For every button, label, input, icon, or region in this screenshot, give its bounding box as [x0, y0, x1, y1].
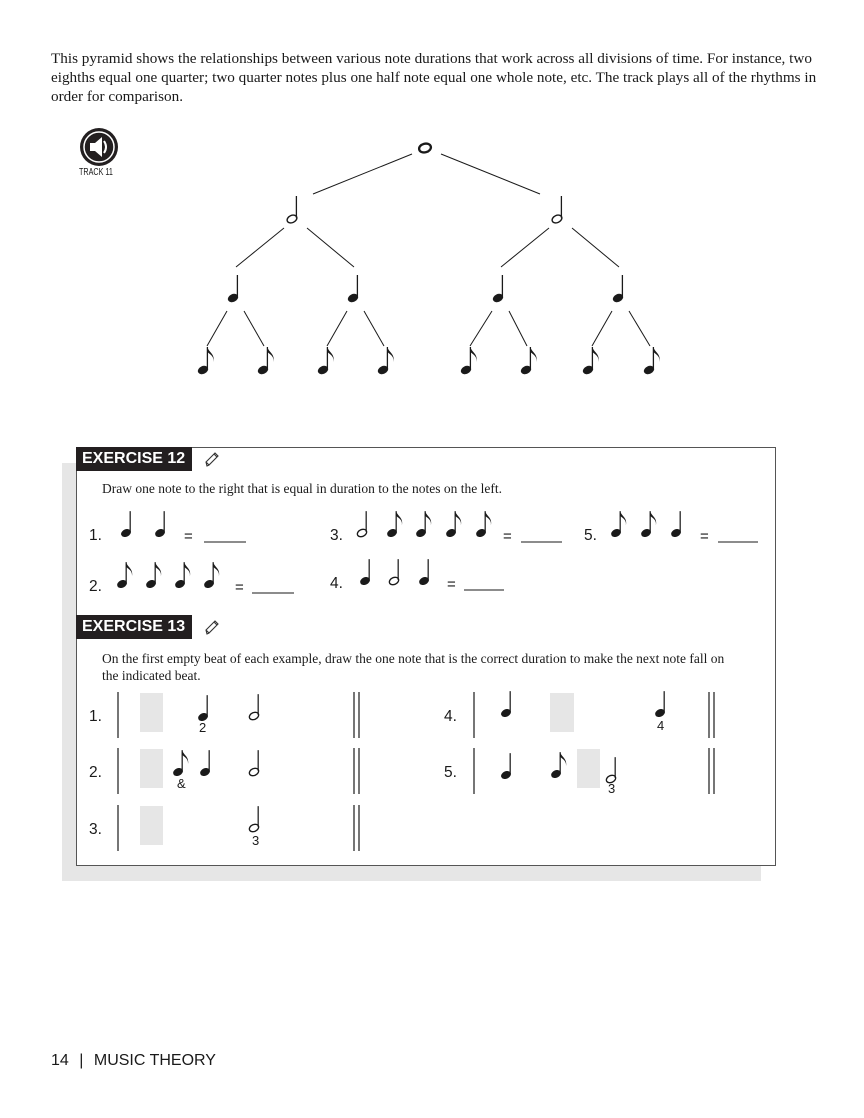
exercise-12-title: EXERCISE 12	[76, 447, 192, 471]
item-number: 1.	[89, 527, 102, 544]
item-number: 3.	[89, 821, 102, 838]
item-number: 4.	[444, 708, 457, 725]
eighth-note	[172, 750, 188, 777]
equals-sign: =	[447, 576, 456, 593]
eighth-note	[550, 752, 566, 779]
quarter-note	[654, 691, 666, 718]
empty-beat-box[interactable]	[550, 693, 574, 732]
exercise-13-instruction: On the first empty beat of each example, draw the one note that is the correct duration to make the next note fall on the indicated beat.	[102, 651, 725, 683]
beat-label: &	[177, 776, 186, 791]
page-number: 14	[51, 1052, 69, 1069]
book-title: MUSIC THEORY	[93, 1052, 216, 1069]
half-note	[248, 694, 260, 721]
quarter-note	[500, 691, 512, 718]
exercise-13-item	[89, 805, 359, 851]
quarter-note	[500, 753, 512, 780]
equals-sign: =	[184, 528, 193, 545]
item-number: 4.	[330, 575, 343, 592]
exercise-13-title: EXERCISE 13	[76, 615, 192, 639]
half-note	[248, 806, 260, 833]
half-note	[248, 750, 260, 777]
empty-beat-box[interactable]	[140, 749, 163, 788]
empty-beat-box[interactable]	[577, 749, 600, 788]
item-number: 2.	[89, 764, 102, 781]
quarter-note	[199, 750, 211, 777]
equals-sign: =	[503, 528, 512, 545]
equals-sign: =	[700, 528, 709, 545]
exercise-13-item	[89, 748, 359, 794]
item-number: 3.	[330, 527, 343, 544]
item-number: 2.	[89, 578, 102, 595]
beat-label: 3	[608, 781, 616, 796]
page-footer	[51, 1052, 216, 1070]
empty-beat-box[interactable]	[140, 806, 163, 845]
track-label: TRACK 11	[79, 167, 113, 178]
exercise-13-item	[89, 692, 359, 738]
exercise-12-instruction: Draw one note to the right that is equal in duration to the notes on the left.	[102, 481, 503, 496]
item-number: 5.	[584, 527, 597, 544]
empty-beat-box[interactable]	[140, 693, 163, 732]
exercise-13-item	[444, 691, 714, 738]
beat-label: 4	[657, 718, 665, 733]
beat-label: 2	[199, 720, 207, 735]
intro-paragraph: This pyramid shows the relationships between various note durations that work across all divisions of time. For instance, two eighths equal one quarter; two quarter notes plus one half note equal one whole note, etc. The track plays all of the rhythms in order for comparison.	[51, 50, 817, 105]
beat-label: 3	[252, 833, 260, 848]
item-number: 1.	[89, 708, 102, 725]
footer-separator: |	[79, 1052, 84, 1069]
item-number: 5.	[444, 764, 457, 781]
equals-sign: =	[235, 579, 244, 596]
exercise-13-item	[444, 748, 714, 796]
quarter-note	[197, 695, 209, 722]
